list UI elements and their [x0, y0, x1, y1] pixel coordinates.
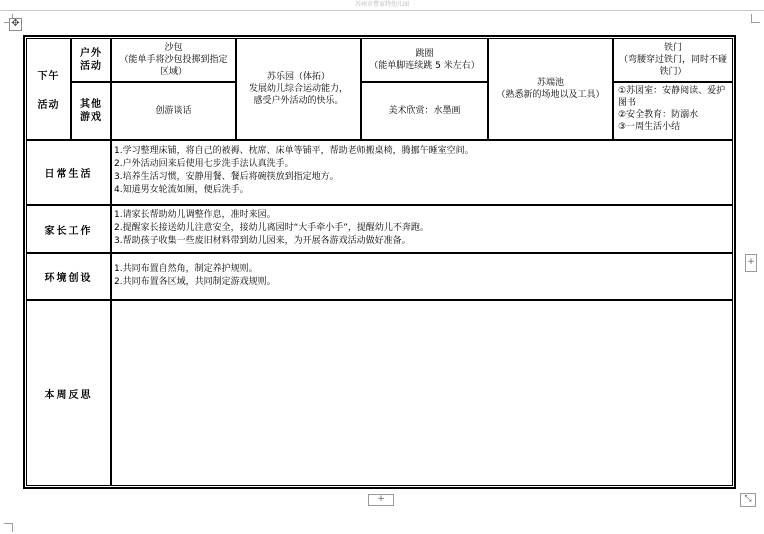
list-item: 4.知道男女轮流如厕，便后洗手。: [114, 185, 249, 195]
list-item: 2.共同布置各区域，共同制定游戏规则。: [114, 277, 276, 287]
page-header: 苏州市曹家特幼儿园: [0, 0, 764, 11]
daily-life-list: [114, 145, 474, 197]
list-item: 1.请家长帮助幼儿调整作息，准时来园。: [114, 210, 276, 220]
weekly-reflection-content[interactable]: [111, 300, 733, 486]
activity-iron-gate: [613, 38, 733, 82]
add-column-button[interactable]: +: [745, 254, 757, 272]
list-item: 3.帮助孩子收集一些废旧材料带到幼儿园来，为开展各游戏活动做好准备。: [114, 236, 411, 246]
other-item-reading: ①苏図室：安静阅读、爱护图书: [618, 86, 726, 108]
outdoor-activity-label: [71, 38, 111, 82]
daily-life-label-text: 日常生活: [44, 169, 93, 180]
outdoor-label-text: 户外活动: [80, 48, 102, 72]
other-item-summary: ③一周生活小结: [618, 122, 681, 132]
activity-sandbag: [111, 38, 236, 82]
weekly-reflection-label: [26, 300, 111, 486]
crop-mark-top-right: [751, 14, 760, 23]
list-item: 2.提醒家长接送幼儿注意安全，接幼儿离园时“大手牵小手”，提醒幼儿不奔跑。: [114, 223, 429, 233]
other-items-cell: [613, 82, 733, 140]
add-row-button[interactable]: +: [368, 494, 394, 506]
sand-pool-title: 苏端池: [536, 78, 564, 88]
crop-mark-bottom-left: [4, 523, 13, 532]
list-item: 3.培养生活习惯，安静用餐、餐后将碗筷放到指定地方。: [114, 172, 339, 182]
sandbag-desc: （能单手将沙包投掷到指定区域）: [119, 55, 228, 77]
reflection-text: [112, 301, 732, 309]
list-item: 2.户外活动回来后使用七步洗手法认真洗手。: [114, 159, 294, 169]
weekly-reflection-label-text: 本周反思: [44, 389, 93, 401]
activity-sand-pool: [488, 38, 613, 140]
other-label-text: 其他游戏: [80, 99, 102, 123]
art-appreciation-text: 美术欣赏：水墨画: [388, 106, 461, 116]
other-games-label: [71, 82, 111, 140]
afternoon-activity-label: [26, 38, 71, 140]
art-appreciation-cell: [361, 82, 488, 140]
parent-work-label-text: 家长工作: [44, 225, 93, 237]
playground-title: 苏乐园（体拓）: [266, 72, 330, 82]
parent-work-list: [114, 209, 429, 248]
table-resize-handle-icon[interactable]: ⤡: [740, 493, 756, 507]
sand-pool-desc: （熟悉新的场地以及工具）: [496, 90, 605, 100]
daily-life-label: [26, 140, 111, 205]
environment-label-text: 环境创设: [44, 273, 93, 284]
list-item: 1.学习整理床铺，将自己的被褥、枕席、床单等铺平，帮助老师搬桌椅，腾挪午睡室空间。: [114, 146, 474, 156]
environment-list: [114, 263, 276, 289]
parent-work-label: [26, 205, 111, 253]
activity-hoop-jump: [361, 38, 488, 82]
table-move-handle-icon[interactable]: ✥: [9, 18, 22, 31]
iron-gate-title: 铁门: [663, 43, 682, 53]
creative-talk-text: 创游谈话: [155, 106, 192, 116]
activity-playground: [236, 38, 361, 140]
environment-label: [26, 253, 111, 300]
sandbag-title: 沙包: [164, 43, 183, 53]
hoop-jump-title: 跳圈: [415, 49, 434, 59]
afternoon-label-bottom: 活动: [37, 100, 60, 111]
afternoon-label-top: 下午: [37, 71, 60, 82]
iron-gate-desc: （弯腰穿过铁门，同时不碰铁门）: [618, 55, 727, 77]
creative-talk-cell: [111, 82, 236, 140]
list-item: 1.共同布置自然角，制定养护规则。: [114, 264, 258, 274]
other-item-safety: ②安全教育：防溺水: [618, 110, 699, 120]
playground-desc: 发展幼儿综合运动能力，感受户外活动的快乐。: [248, 84, 348, 106]
hoop-jump-desc: （能单脚连续跳 5 米左右）: [369, 61, 480, 71]
